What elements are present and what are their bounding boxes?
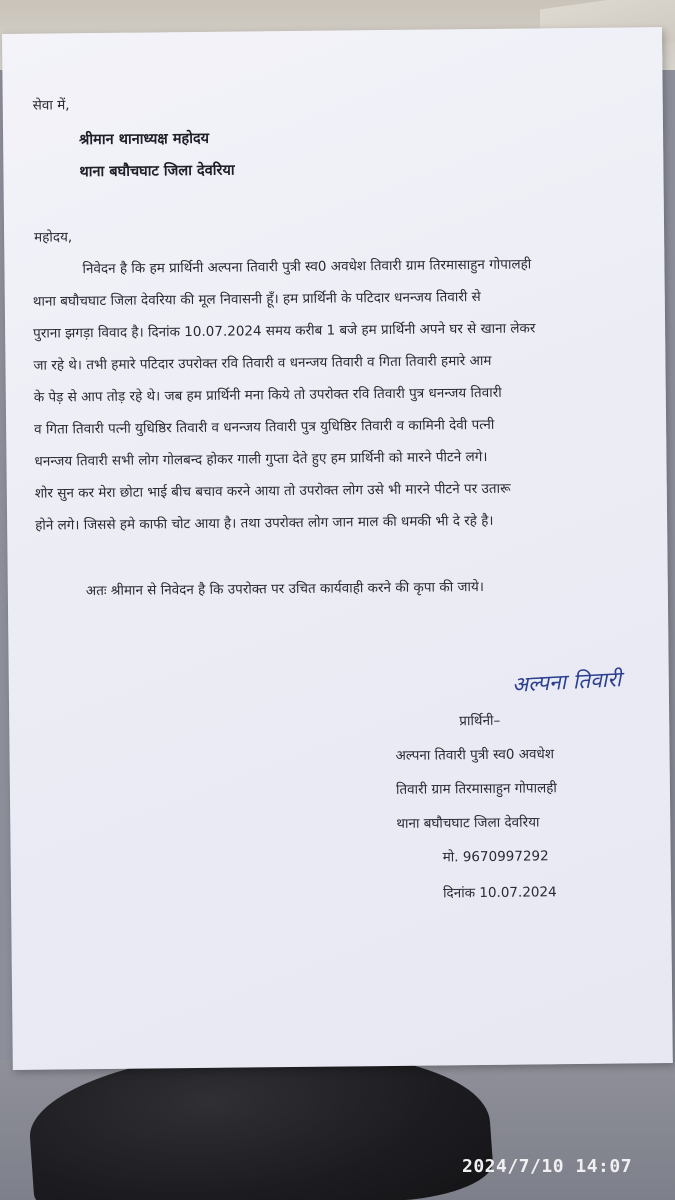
body-line-4: जा रहे थे। तभी हमारे पटिदार उपरोक्त रवि तिवारी व धनन्जय तिवारी व गिता तिवारी हमारे आम xyxy=(33,352,492,374)
body-line-6: व गिता तिवारी पत्नी युधिष्ठिर तिवारी व धनन्जय तिवारी पुत्र युधिष्ठिर तिवारी व कामिनी देवी पत्नी xyxy=(34,416,495,438)
sender-label: प्रार्थिनी– xyxy=(459,712,501,730)
letter-date: दिनांक 10.07.2024 xyxy=(442,884,557,902)
body-line-9: होने लगे। जिससे हमे काफी चोट आया है। तथा उपरोक्त लोग जान माल की धमकी भी दे रहे है। xyxy=(35,512,494,534)
letter-page xyxy=(2,27,673,1070)
recipient-line-1: श्रीमान थानाध्यक्ष महोदय xyxy=(79,130,210,149)
body-line-1: निवेदन है कि हम प्रार्थिनी अल्पना तिवारी पुत्री स्व0 अवधेश तिवारी ग्राम तिरमासाहुन गोपालही xyxy=(82,256,532,278)
recipient-line-2: थाना बघौचघाट जिला देवरिया xyxy=(79,162,235,181)
body-line-5: के पेड़ से आप तोड़ रहे थे। जब हम प्रार्थिनी मना किये तो उपरोक्त रवि तिवारी पुत्र धनन्जय तिवारी xyxy=(33,384,502,406)
body-line-8: शोर सुन कर मेरा छोटा भाई बीच बचाव करने आया तो उपरोक्त लोग उसे भी मारने पीटने पर उतारू xyxy=(34,480,511,502)
request-line: अतः श्रीमान से निवेदन है कि उपरोक्त पर उचित कार्यवाही करने की कृपा की जाये। xyxy=(85,578,484,600)
sender-line-1: अल्पना तिवारी पुत्री स्व0 अवधेश xyxy=(395,746,555,764)
salutation-to: सेवा में, xyxy=(32,97,70,114)
sender-line-2: तिवारी ग्राम तिरमासाहुन गोपालही xyxy=(395,780,557,798)
body-line-7: धनन्जय तिवारी सभी लोग गोलबन्द होकर गाली गुप्ता देते हुए हम प्रार्थिनी को मारने पीटने लगे। xyxy=(34,448,488,470)
mobile-number: मो. 9670997292 xyxy=(442,848,549,866)
body-line-3: पुराना झगड़ा विवाद है। दिनांक 10.07.2024 समय करीब 1 बजे हम प्रार्थिनी अपने घर से खाना लेकर xyxy=(33,320,536,342)
photo-timestamp: 2024/7/10 14:07 xyxy=(462,1156,633,1177)
greeting: महोदय, xyxy=(34,229,73,246)
sender-line-3: थाना बघौचघाट जिला देवरिया xyxy=(396,814,540,832)
handwritten-signature: अल्पना तिवारी xyxy=(511,667,622,697)
body-line-2: थाना बघौचघाट जिला देवरिया की मूल निवासनी हूँ। हम प्रार्थिनी के पटिदार धनन्जय तिवारी से xyxy=(32,289,481,310)
